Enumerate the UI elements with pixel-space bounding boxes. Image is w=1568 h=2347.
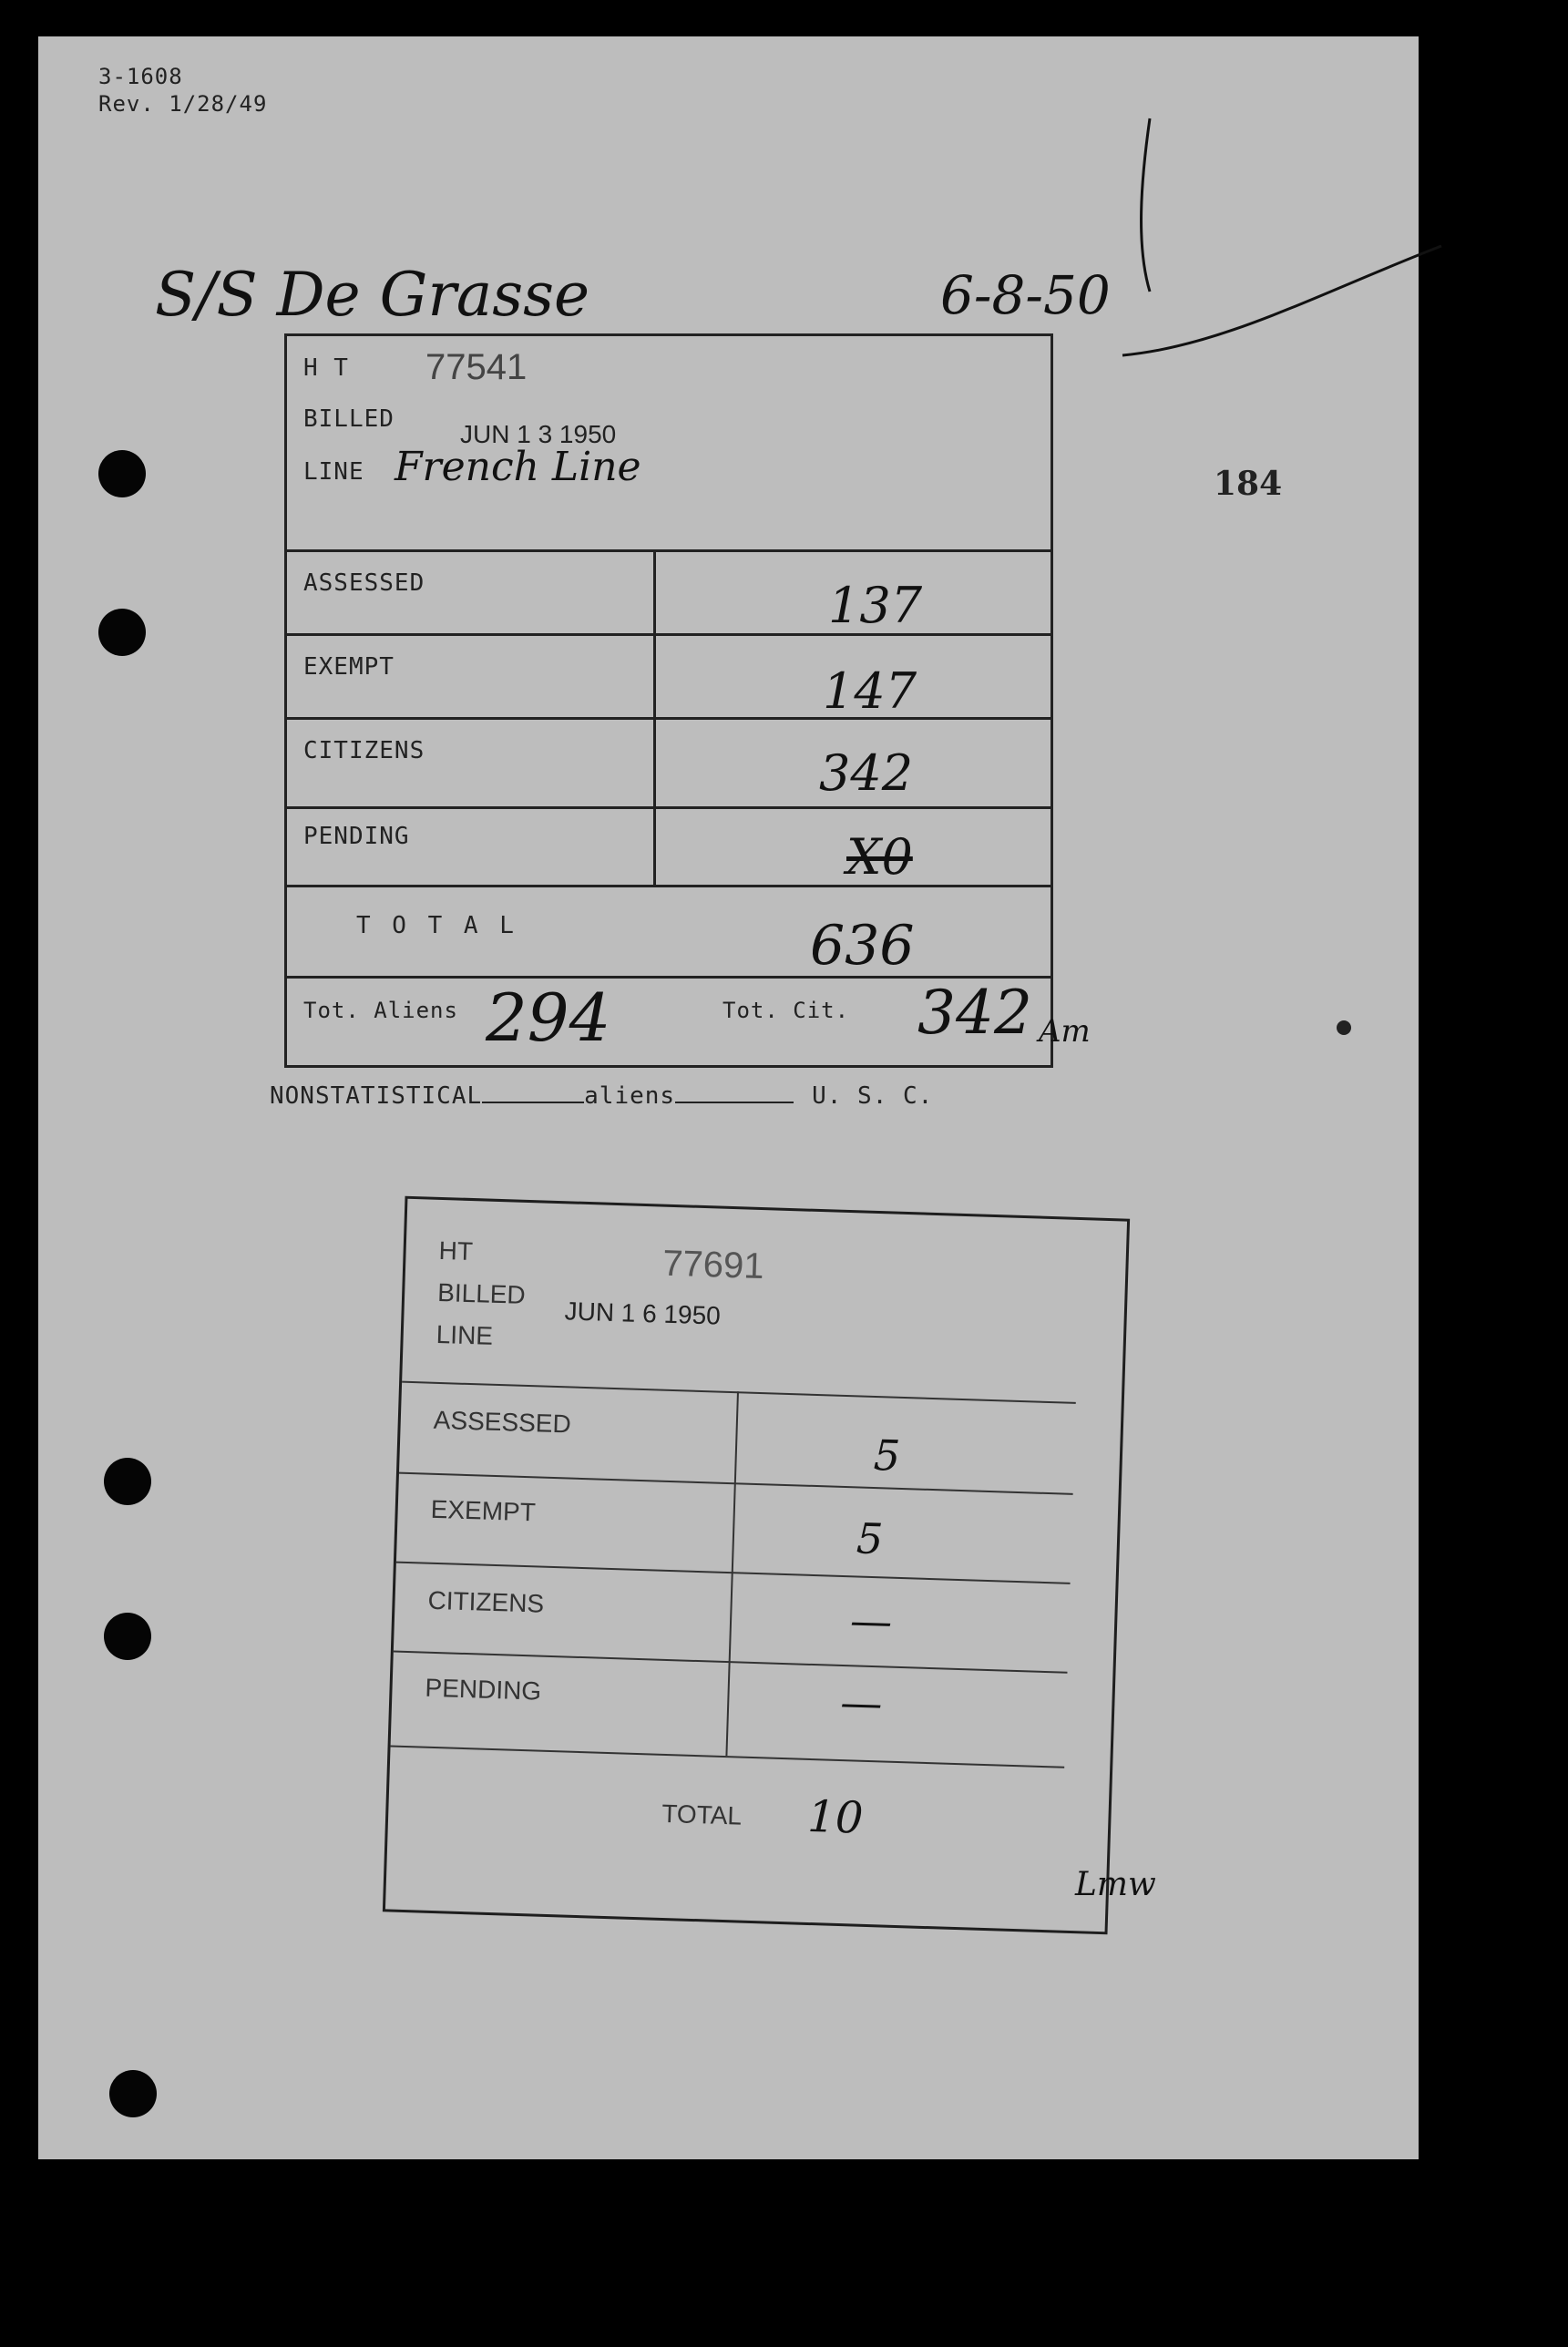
ht2-number: 77691 <box>661 1243 765 1287</box>
pending2-label: PENDING <box>425 1673 542 1706</box>
form-number: 3-1608 <box>98 64 183 89</box>
manifest-stamp-primary <box>284 333 1053 1068</box>
page-number: 184 <box>1214 465 1283 503</box>
clerk-initials: Am <box>1039 1013 1091 1050</box>
line-label: LINE <box>303 458 364 486</box>
aliens-label: aliens <box>584 1082 676 1110</box>
total2-label: TOTAL <box>661 1799 743 1830</box>
clerk-initials-2: Lmw <box>1075 1866 1156 1903</box>
usc-label: U. S. C. <box>812 1082 934 1110</box>
tot-aliens-value: 294 <box>486 979 611 1056</box>
assessed2-value: 5 <box>873 1430 901 1481</box>
tot-cit-value: 342 <box>917 978 1032 1048</box>
total-value: 636 <box>810 914 915 978</box>
ship-name: S/S De Grasse <box>155 260 590 330</box>
punch-hole <box>98 450 146 497</box>
billed-date-stamp: JUN 1 3 1950 <box>460 420 617 448</box>
exempt2-label: EXEMPT <box>430 1494 537 1527</box>
assessed-label: ASSESSED <box>303 569 425 597</box>
line-value: French Line <box>395 444 641 490</box>
line2-label: LINE <box>436 1319 494 1350</box>
tot-aliens-label: Tot. Aliens <box>303 998 458 1023</box>
billed-label: BILLED <box>303 405 395 433</box>
pending-label: PENDING <box>303 823 410 850</box>
billed2-label: BILLED <box>436 1277 527 1309</box>
total-label: T O T A L <box>356 912 518 939</box>
citizens-value: 342 <box>819 744 914 802</box>
punch-hole <box>109 2070 157 2117</box>
document-page <box>38 36 1419 2159</box>
punch-hole <box>104 1458 151 1505</box>
ink-spot <box>1337 1020 1351 1035</box>
pending-value: X0 <box>846 828 913 886</box>
pending2-value: — <box>839 1676 884 1728</box>
assessed-value: 137 <box>828 577 923 634</box>
citizens2-label: CITIZENS <box>427 1585 545 1618</box>
ht-label: H T <box>303 354 349 382</box>
tot-cit-label: Tot. Cit. <box>723 998 850 1023</box>
ht-number: 77541 <box>425 347 528 387</box>
citizens2-value: — <box>849 1595 893 1646</box>
exempt2-value: 5 <box>856 1513 885 1564</box>
ht2-label: HT <box>438 1235 474 1266</box>
exempt-value: 147 <box>823 662 917 720</box>
arrival-date: 6-8-50 <box>940 264 1111 326</box>
revision-date: Rev. 1/28/49 <box>98 91 268 117</box>
assessed2-label: ASSESSED <box>433 1405 572 1439</box>
nonstatistical-label: NONSTATISTICAL <box>270 1082 483 1110</box>
pen-stroke <box>1086 109 1450 374</box>
manifest-stamp-secondary <box>383 1196 1130 1935</box>
exempt-label: EXEMPT <box>303 653 395 681</box>
billed2-date-stamp: JUN 1 6 1950 <box>564 1296 722 1330</box>
total2-value: 10 <box>806 1790 865 1844</box>
citizens-label: CITIZENS <box>303 737 425 764</box>
nonstatistical-line <box>270 1082 933 1110</box>
punch-hole <box>104 1613 151 1660</box>
punch-hole <box>98 609 146 656</box>
